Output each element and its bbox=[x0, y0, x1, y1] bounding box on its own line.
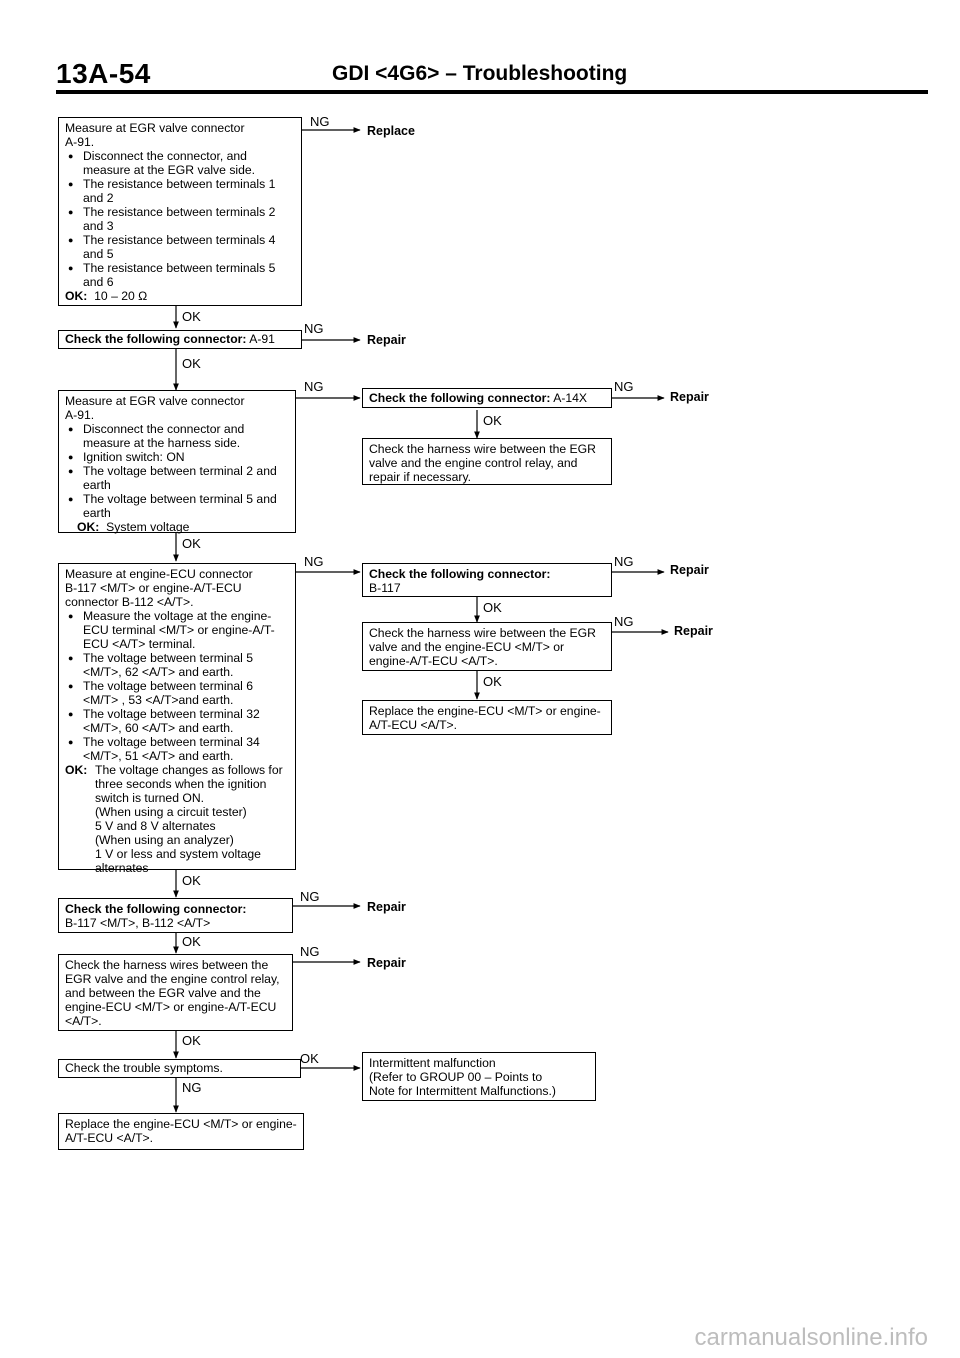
box-heading: Check the following connector: bbox=[369, 567, 551, 581]
page-title: GDI <4G6> – Troubleshooting bbox=[332, 62, 628, 85]
ok-criteria-label: OK: bbox=[77, 520, 100, 534]
ng-label: NG bbox=[614, 554, 634, 569]
step-replace-ecu-final bbox=[58, 1113, 304, 1150]
bullet-item: ● The resistance between terminals 2 and 3 bbox=[65, 205, 295, 233]
step-measure-egr-resistance bbox=[58, 117, 302, 306]
ok-criteria bbox=[65, 289, 295, 303]
box-text: A-91 bbox=[249, 332, 275, 346]
ng-label: NG bbox=[614, 379, 634, 394]
bullet-item: ● Measure the voltage at the engine-ECU terminal <M/T> or engine-A/T-ECU <A/T> terminal. bbox=[65, 609, 289, 651]
page-number: 13A-54 bbox=[56, 58, 151, 89]
bullet-item: ● Disconnect the connector, and measure at the EGR valve side. bbox=[65, 149, 295, 177]
watermark: carmanualsonline.info bbox=[694, 1324, 928, 1351]
ng-label: NG bbox=[614, 614, 634, 629]
bullet-item: ● Disconnect the connector and measure at the harness side. bbox=[65, 422, 289, 450]
box-text: B-117 <M/T>, B-112 <A/T> bbox=[65, 916, 211, 930]
box-heading: Check the following connector: bbox=[65, 332, 247, 346]
box-line: Intermittent malfunction bbox=[369, 1056, 496, 1070]
ng-label: NG bbox=[182, 1080, 202, 1095]
intro-line: A-91. bbox=[65, 135, 95, 149]
ok-criteria-value: The voltage changes as follows for three seconds when the ignition switch is turned ON. bbox=[95, 763, 283, 805]
action-repair: Repair bbox=[670, 390, 709, 404]
step-check-connector-b117-b112 bbox=[58, 898, 293, 933]
action-repair: Repair bbox=[674, 624, 713, 638]
ok-criteria-value: 10 – 20 Ω bbox=[94, 289, 148, 303]
bullet-item: ● The voltage between terminal 5 <M/T>, 62 <A/T> and earth. bbox=[65, 651, 289, 679]
ok-criteria bbox=[65, 763, 289, 805]
bullet-item: ● The voltage between terminal 2 and earth bbox=[65, 464, 289, 492]
box-heading: Check the following connector: bbox=[65, 902, 247, 916]
intro-line: Measure at engine-ECU connector bbox=[65, 567, 253, 581]
ok-criteria-details bbox=[65, 805, 289, 875]
bullet-item: ● The voltage between terminal 32 <M/T>, 60 <A/T> and earth. bbox=[65, 707, 289, 735]
box-text: Check the harness wires between the EGR valve and the engine control relay, and between the EGR valve and the engine-ECU <M/T> or engine-A/T-ECU <A/T>. bbox=[65, 958, 280, 1028]
ok-label: OK bbox=[182, 873, 201, 888]
action-replace: Replace bbox=[367, 124, 415, 138]
intro-line: Measure at EGR valve connector bbox=[65, 394, 245, 408]
intro-line: connector B-112 <A/T>. bbox=[65, 595, 194, 609]
intro-line: B-117 <M/T> or engine-A/T-ECU bbox=[65, 581, 242, 595]
step-check-connector-a14x bbox=[362, 388, 612, 408]
step-check-harness-egr-relay bbox=[362, 438, 612, 485]
ok-criteria bbox=[65, 520, 289, 534]
box-heading: Check the following connector: bbox=[369, 391, 551, 405]
ng-label: NG bbox=[304, 554, 324, 569]
step-check-trouble-symptoms bbox=[58, 1059, 301, 1078]
box-text: A-14X bbox=[553, 391, 588, 405]
ok-label: OK bbox=[182, 934, 201, 949]
ok-detail-line: 5 V and 8 V alternates bbox=[95, 819, 216, 833]
bullet-item: ● The resistance between terminals 4 and 5 bbox=[65, 233, 295, 261]
ok-criteria-label: OK: bbox=[65, 289, 88, 303]
action-repair: Repair bbox=[367, 956, 406, 970]
ok-criteria-label: OK: bbox=[65, 763, 88, 777]
action-repair: Repair bbox=[367, 900, 406, 914]
ok-label: OK bbox=[483, 674, 502, 689]
ok-label: OK bbox=[182, 1033, 201, 1048]
bullet-item: ● The resistance between terminals 5 and 6 bbox=[65, 261, 295, 289]
intro-line: Measure at EGR valve connector bbox=[65, 121, 245, 135]
intro-line: A-91. bbox=[65, 408, 95, 422]
bullet-item: ● The voltage between terminal 5 and earth bbox=[65, 492, 289, 520]
bullet-item: ● The voltage between terminal 34 <M/T>, 51 <A/T> and earth. bbox=[65, 735, 289, 763]
box-text: B-117 bbox=[369, 581, 401, 595]
ng-label: NG bbox=[304, 379, 324, 394]
ok-criteria-value: System voltage bbox=[106, 520, 190, 534]
bullet-item: ● The resistance between terminals 1 and 2 bbox=[65, 177, 295, 205]
box-text: Check the trouble symptoms. bbox=[65, 1061, 223, 1075]
ok-label: OK bbox=[182, 309, 201, 324]
ng-label: NG bbox=[304, 321, 324, 336]
step-check-connector-b117 bbox=[362, 563, 612, 597]
ok-detail-line: (When using a circuit tester) bbox=[95, 805, 247, 819]
result-intermittent-malfunction bbox=[362, 1052, 596, 1101]
ok-label: OK bbox=[182, 536, 201, 551]
bullet-item: ● The voltage between terminal 6 <M/T> , 53 <A/T>and earth. bbox=[65, 679, 289, 707]
box-text: Check the harness wire between the EGR valve and the engine-ECU <M/T> or engine-A/T-ECU <A/T>. bbox=[369, 626, 596, 668]
box-text: Check the harness wire between the EGR valve and the engine control relay, and repair if necessary. bbox=[369, 442, 596, 484]
box-line: Note for Intermittent Malfunctions.) bbox=[369, 1084, 556, 1098]
box-line: (Refer to GROUP 00 – Points to bbox=[369, 1070, 543, 1084]
ng-label: NG bbox=[300, 944, 320, 959]
ok-label: OK bbox=[483, 413, 502, 428]
step-check-harness-egr-ecu bbox=[362, 622, 612, 671]
action-repair: Repair bbox=[367, 333, 406, 347]
ok-label: OK bbox=[483, 600, 502, 615]
step-check-connector-a91 bbox=[58, 330, 302, 349]
ok-detail-line: (When using an analyzer) bbox=[95, 833, 234, 847]
step-replace-ecu-right bbox=[362, 700, 612, 735]
ok-label: OK bbox=[182, 356, 201, 371]
ng-label: NG bbox=[310, 114, 330, 129]
bullet-item: ● Ignition switch: ON bbox=[65, 450, 289, 464]
ok-label: OK bbox=[300, 1051, 319, 1066]
step-measure-egr-voltage bbox=[58, 390, 296, 533]
step-measure-ecu-voltage bbox=[58, 563, 296, 875]
action-repair: Repair bbox=[670, 563, 709, 577]
box-text: Replace the engine-ECU <M/T> or engine-A/T-ECU <A/T>. bbox=[369, 704, 601, 732]
ng-label: NG bbox=[300, 889, 320, 904]
step-check-harness-wires bbox=[58, 954, 293, 1031]
ok-detail-line: 1 V or less and system voltage alternates bbox=[95, 847, 261, 875]
box-text: Replace the engine-ECU <M/T> or engine-A/T-ECU <A/T>. bbox=[65, 1117, 297, 1145]
